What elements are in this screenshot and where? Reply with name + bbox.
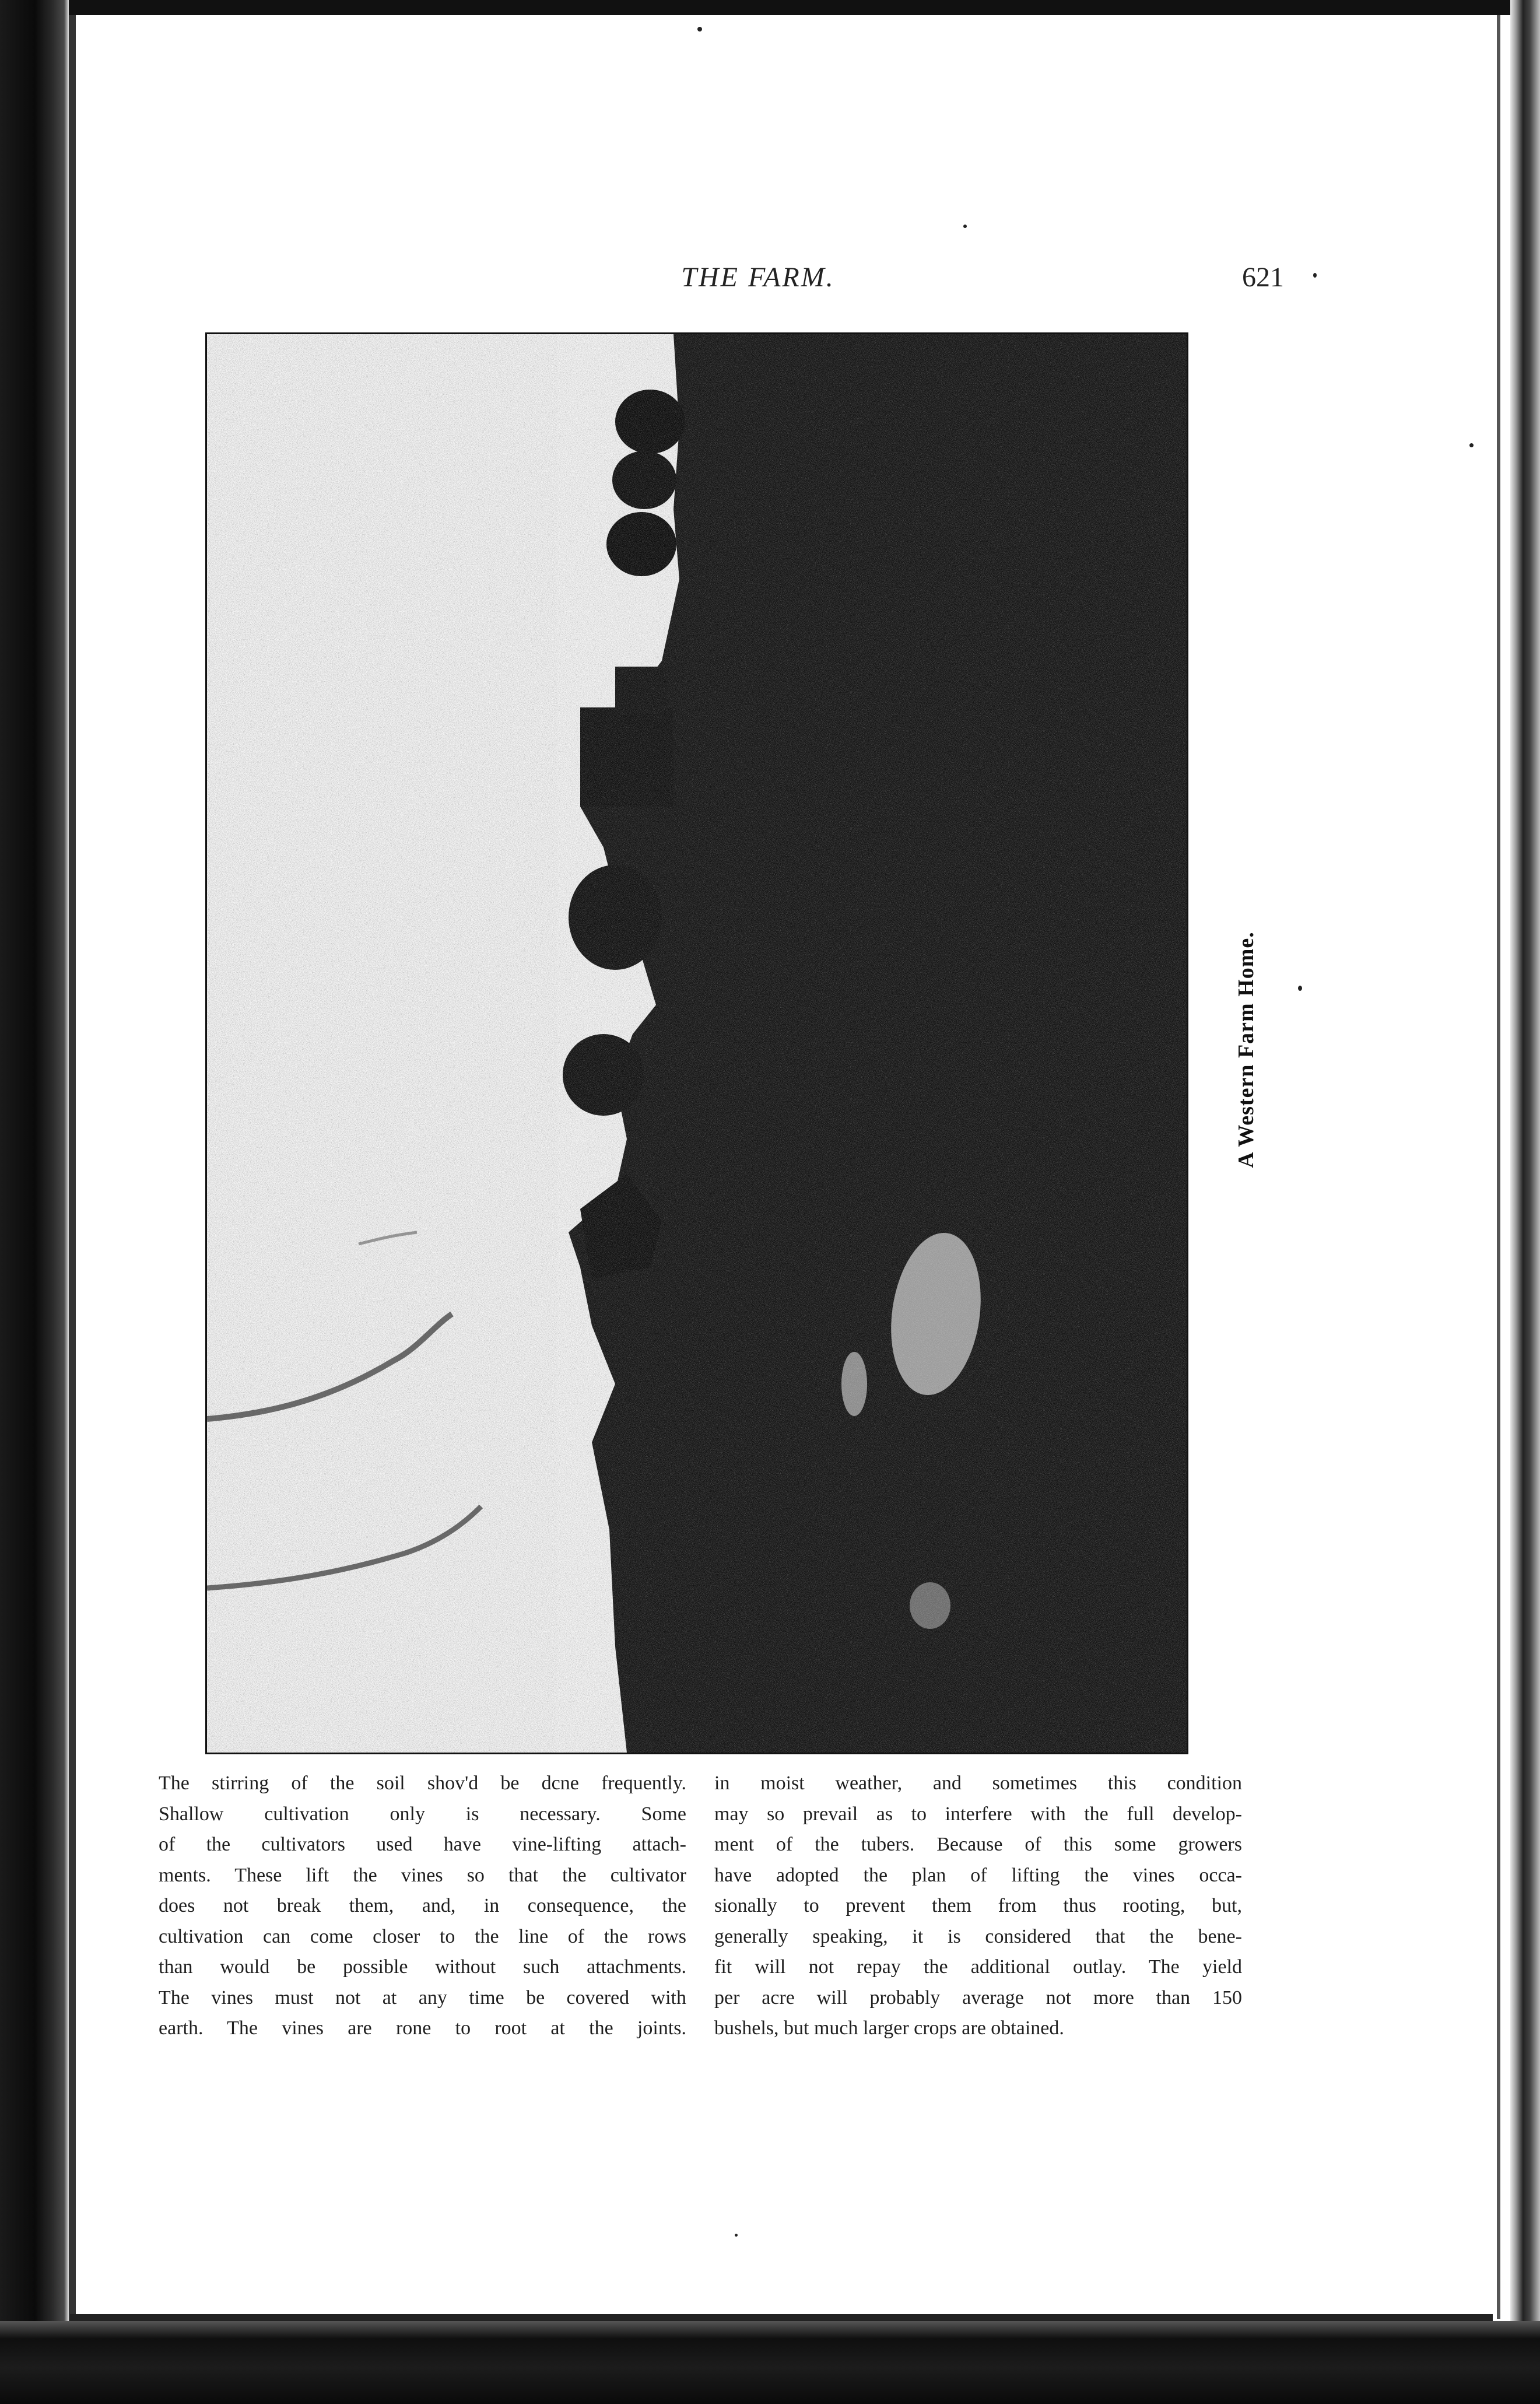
farm-photograph <box>205 332 1188 1754</box>
scan-border-bottom-inner <box>70 2314 1493 2321</box>
body-line: per acre will probably average not more than 150 <box>714 1986 1242 2009</box>
scan-border-bottom <box>0 2321 1540 2404</box>
scan-speck <box>1313 273 1317 278</box>
scan-border-left-inner <box>69 15 76 2325</box>
scan-speck <box>697 27 702 31</box>
body-line: does not break them, and, in consequence, the <box>159 1895 686 1916</box>
body-line: bushels, but much larger crops are obtained. <box>714 2017 1064 2039</box>
body-line: than would be possible without such attachments. <box>159 1956 686 1978</box>
body-line: Shallow cultivation only is necessary. Some <box>159 1803 686 1825</box>
scan-border-right <box>1510 0 1540 2404</box>
body-line: of the cultivators used have vine-lifting attach- <box>159 1834 686 1855</box>
body-line: The stirring of the soil shov'd be dcne frequently. <box>159 1772 686 1794</box>
body-line: cultivation can come closer to the line of the rows <box>159 1925 686 1947</box>
body-line: The vines must not at any time be covered with <box>159 1986 686 2009</box>
scan-border-left <box>0 0 69 2404</box>
scan-speck <box>1469 443 1474 447</box>
body-column-right <box>714 1768 1242 2044</box>
body-line: sionally to prevent them from thus rooting, but, <box>714 1895 1242 1916</box>
body-line: in moist weather, and sometimes this condition <box>714 1772 1242 1794</box>
body-line: may so prevail as to interfere with the full develop- <box>714 1803 1242 1825</box>
body-line: ments. These lift the vines so that the cultivator <box>159 1864 686 1886</box>
scan-border-top <box>0 0 1540 15</box>
body-line: generally speaking, it is considered that the bene- <box>714 1925 1242 1947</box>
scan-speck <box>1298 986 1302 991</box>
scan-speck <box>963 225 967 228</box>
body-line: ment of the tubers. Because of this some growers <box>714 1834 1242 1855</box>
farm-photograph-image <box>207 334 1187 1753</box>
running-title: THE FARM. <box>681 262 835 293</box>
body-line: earth. The vines are rone to root at the joints. <box>159 2017 686 2039</box>
page-number: 621 <box>1242 262 1284 293</box>
body-column-left <box>159 1768 686 2044</box>
body-line: have adopted the plan of lifting the vines occa- <box>714 1864 1242 1886</box>
body-line: fit will not repay the additional outlay. The yield <box>714 1956 1242 1978</box>
plate-caption: A Western Farm Home. <box>1234 931 1258 1168</box>
scan-speck <box>735 2234 738 2237</box>
scan-border-right-inner <box>1497 15 1500 2319</box>
